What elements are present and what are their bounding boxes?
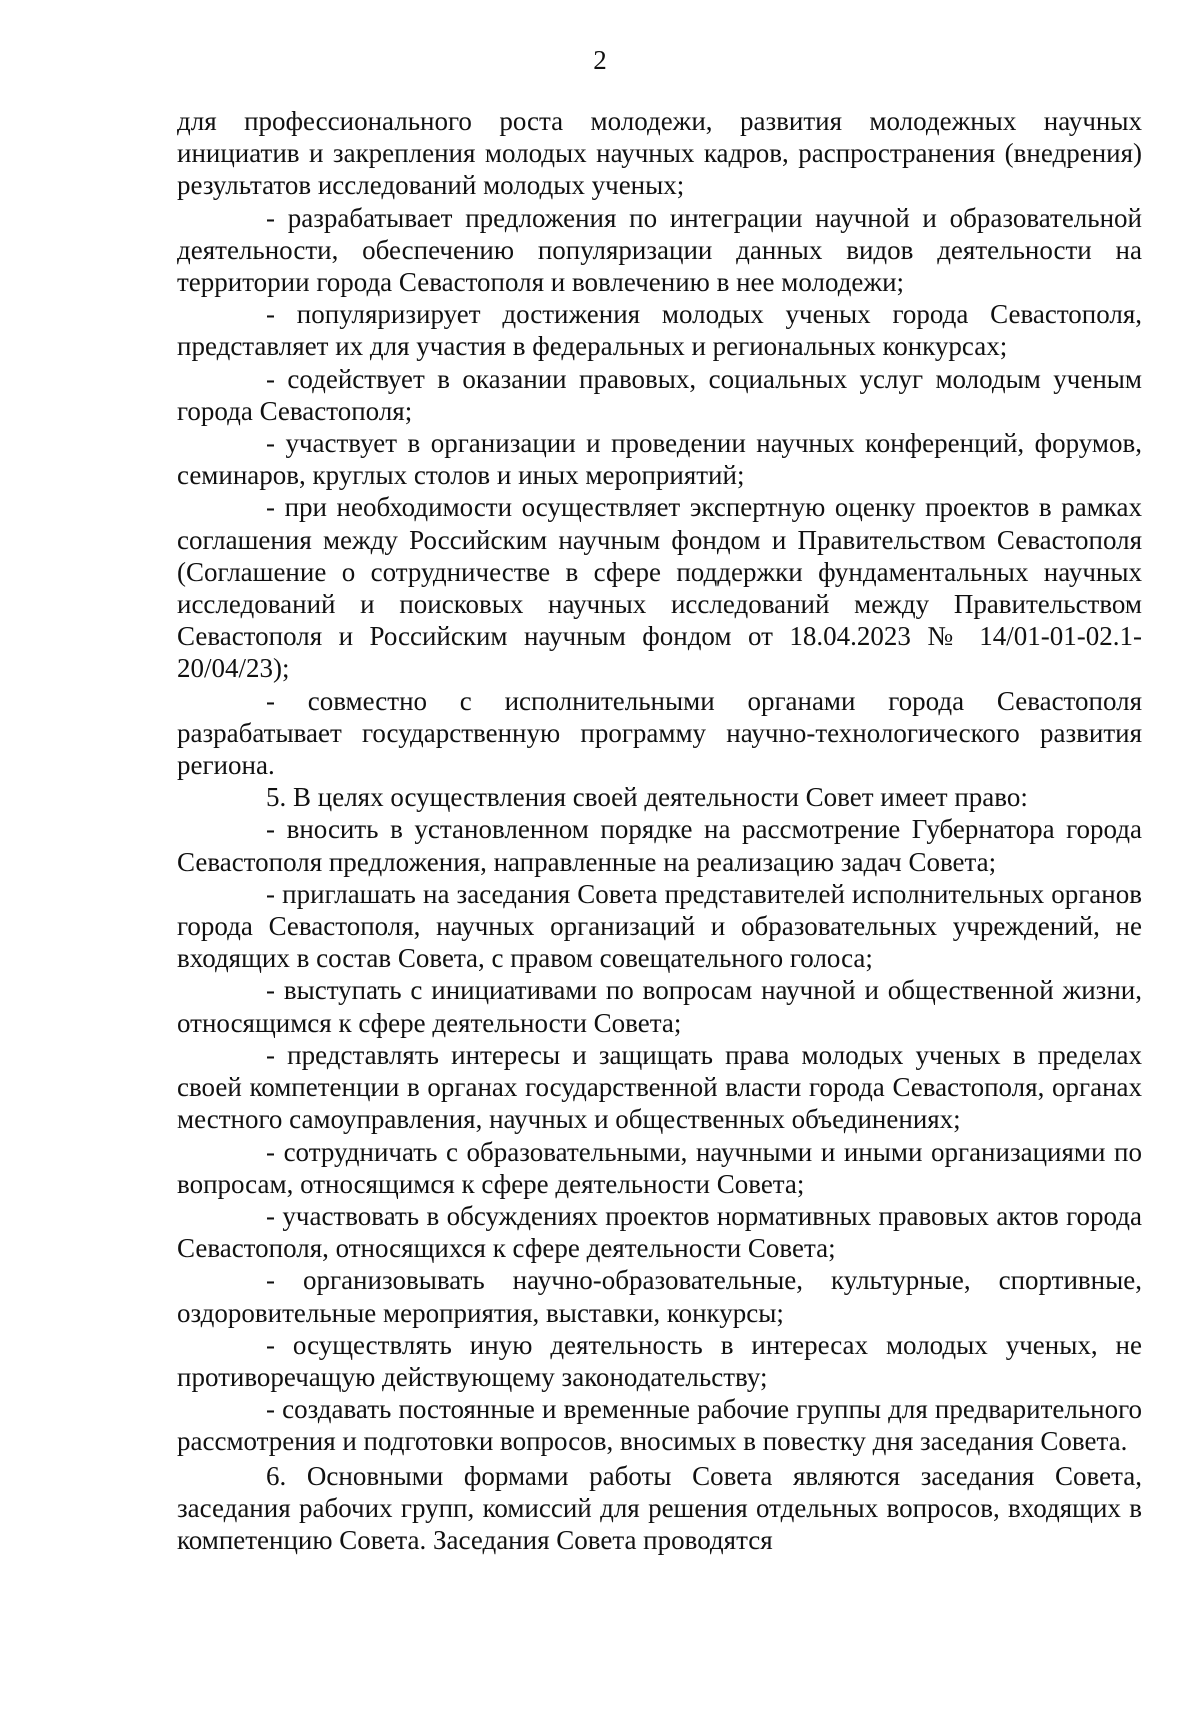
- paragraph-section-6: 6. Основными формами работы Совета являются заседания Совета, заседания рабочих групп, комиссий для решения отдельных вопросов, входящих в компетенцию Совета. Заседания Совета проводятся: [177, 1460, 1142, 1555]
- paragraph-submit-proposals: - вносить в установленном порядке на рассмотрение Губернатора города Севастополя предложения, направленные на реализацию задач Совета;: [177, 814, 1142, 877]
- paragraph-discuss-drafts: - участвовать в обсуждениях проектов нормативных правовых актов города Севастополя, относящихся к сфере деятельности Совета;: [177, 1200, 1142, 1264]
- paragraph-continuation: для профессионального роста молодежи, развития молодежных научных инициатив и закрепления молодых научных кадров, распространения (внедрения) результатов исследований молодых ученых;: [177, 106, 1142, 201]
- paragraph-working-groups: - создавать постоянные и временные рабочие группы для предварительного рассмотрения и подготовки вопросов, вносимых в повестку дня заседания Совета.: [177, 1394, 1142, 1457]
- paragraph-section-5-heading: 5. В целях осуществления своей деятельности Совет имеет право:: [266, 782, 1028, 813]
- paragraph-organize-events: - организовывать научно-образовательные, культурные, спортивные, оздоровительные мероприятия, выставки, конкурсы;: [177, 1265, 1142, 1328]
- paragraph-popularize-achievements: - популяризирует достижения молодых ученых города Севастополя, представляет их для участия в федеральных и региональных конкурсах;: [177, 299, 1142, 362]
- paragraph-initiatives: - выступать с инициативами по вопросам научной и общественной жизни, относящимся к сфере деятельности Совета;: [177, 975, 1142, 1038]
- paragraph-integration-proposals: - разрабатывает предложения по интеграции научной и образовательной деятельности, обеспечению популяризации данных видов деятельности на территории города Севастополя и вовлечению в нее молодежи;: [177, 202, 1142, 298]
- page-number: 2: [593, 45, 607, 75]
- paragraph-represent-interests: - представлять интересы и защищать права молодых ученых в пределах своей компетенции в органах государственной власти города Севастополя, органах местного самоуправления, научных и общественных объединениях;: [177, 1039, 1142, 1135]
- paragraph-other-activity: - осуществлять иную деятельность в интересах молодых ученых, не противоречащую действующему законодательству;: [177, 1329, 1142, 1392]
- document-body: [177, 105, 1142, 1556]
- paragraph-invite-representatives: - приглашать на заседания Совета представителей исполнительных органов города Севастополя, научных организаций и образовательных учреждений, не входящих в состав Совета, с правом совещательного голоса;: [177, 878, 1142, 974]
- paragraph-legal-social-services: - содействует в оказании правовых, социальных услуг молодым ученым города Севастополя;: [177, 363, 1142, 426]
- paragraph-expert-evaluation: - при необходимости осуществляет экспертную оценку проектов в рамках соглашения между Российским научным фондом и Правительством Севастополя (Соглашение о сотрудничестве в сфере поддержки фундаментальных научных исследований и поисковых научных исследований между Правительством Севастополя и Российским научным фондом от 18.04.2023 № 14/01-01-02.1-20/04/23);: [177, 492, 1142, 684]
- paragraph-conferences: - участвует в организации и проведении научных конференций, форумов, семинаров, круглых столов и иных мероприятий;: [177, 428, 1142, 491]
- paragraph-state-program: - совместно с исполнительными органами города Севастополя разрабатывает государственную программу научно-технологического развития региона.: [177, 685, 1142, 781]
- paragraph-cooperate: - сотрудничать с образовательными, научными и иными организациями по вопросам, относящимся к сфере деятельности Совета;: [177, 1136, 1142, 1199]
